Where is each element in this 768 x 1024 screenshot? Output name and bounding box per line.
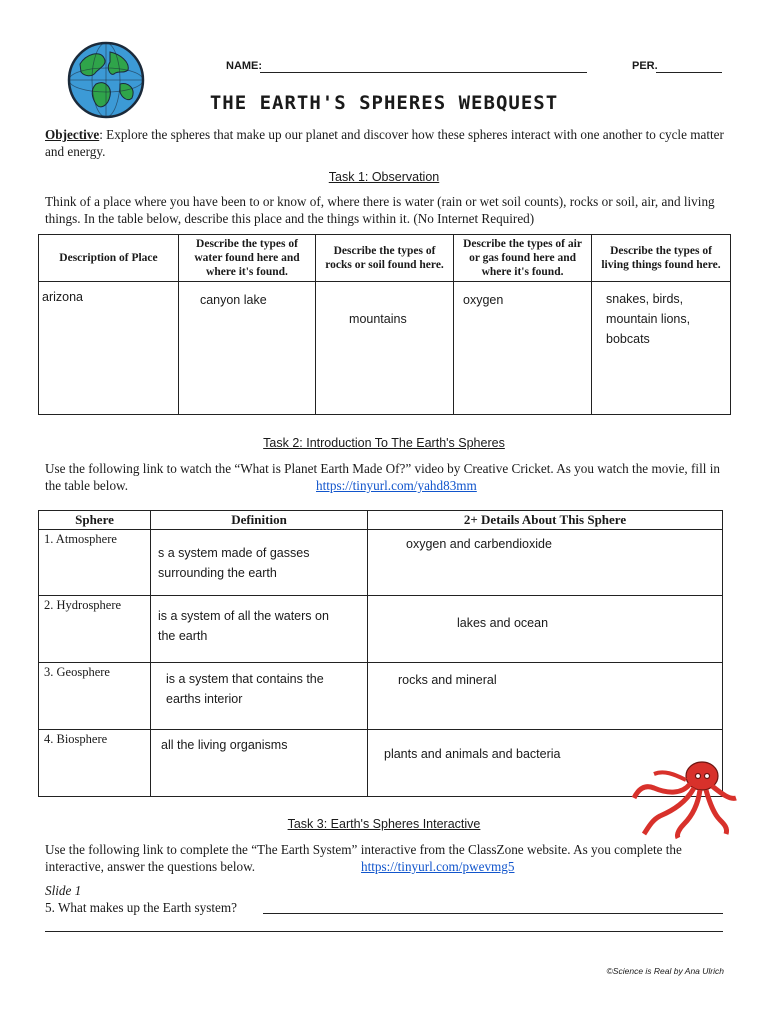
table-header: 2+ Details About This Sphere <box>368 511 723 530</box>
details-cell[interactable] <box>368 663 723 730</box>
definition-answer: is a system that contains the earths interior <box>166 672 324 706</box>
answer-living: snakes, birds, mountain lions, bobcats <box>606 292 691 346</box>
answer-line[interactable] <box>263 913 723 914</box>
table-header-row <box>39 235 731 282</box>
definition-answer: all the living organisms <box>161 738 288 752</box>
table-header: Describe the types of rocks or soil found here. <box>316 235 454 282</box>
definition-cell[interactable] <box>151 530 368 596</box>
observation-table <box>38 234 731 415</box>
details-cell[interactable] <box>368 530 723 596</box>
answer-water: canyon lake <box>199 293 267 307</box>
task2-instructions: Use the following link to watch the “What is Planet Earth Made Of?” video by Creative Cricket. As you watch the movie, fill in the table below. <box>45 461 720 493</box>
table-row <box>39 282 731 415</box>
definition-answer: s a system made of gasses surrounding the earth <box>158 546 310 580</box>
sphere-name: 1. Atmosphere <box>39 530 151 596</box>
task3-title: Task 3: Earth's Spheres Interactive <box>287 817 481 831</box>
answer-cell-rocks[interactable] <box>316 282 454 415</box>
definition-cell[interactable] <box>151 663 368 730</box>
question-5: 5. What makes up the Earth system? <box>45 900 238 915</box>
table-row <box>39 663 723 730</box>
table-header: Description of Place <box>39 235 179 282</box>
answer-cell-air[interactable] <box>454 282 592 415</box>
table-header: Sphere <box>39 511 151 530</box>
table-row <box>39 730 723 797</box>
details-answer: lakes and ocean <box>457 616 549 630</box>
definition-cell[interactable] <box>151 596 368 663</box>
definition-answer: is a system of all the waters on the earth <box>158 609 329 643</box>
table-header: Definition <box>151 511 368 530</box>
answer-cell-living[interactable] <box>592 282 731 415</box>
period-field[interactable] <box>656 72 722 73</box>
definition-cell[interactable] <box>151 730 368 797</box>
table-header: Describe the types of living things found here. <box>592 235 731 282</box>
details-answer: plants and animals and bacteria <box>384 747 561 761</box>
objective-text: : Explore the spheres that make up our planet and discover how these spheres interact with one another to cycle matter and energy. <box>45 127 724 159</box>
task2-title: Task 2: Introduction To The Earth's Spheres <box>263 436 505 450</box>
answer-line[interactable] <box>45 931 723 932</box>
table-row <box>39 530 723 596</box>
details-answer: oxygen and carbendioxide <box>406 537 552 551</box>
details-answer: rocks and mineral <box>398 673 497 687</box>
details-cell[interactable] <box>368 596 723 663</box>
sphere-name: 3. Geosphere <box>39 663 151 730</box>
page-title: THE EARTH'S SPHERES WEBQUEST <box>209 92 559 114</box>
table-row <box>39 596 723 663</box>
task2-video-link[interactable]: https://tinyurl.com/yahd83mm <box>316 478 477 493</box>
name-label: NAME: <box>226 60 263 72</box>
table-header: Describe the types of water found here and where it's found. <box>178 235 315 282</box>
name-field[interactable] <box>260 72 587 73</box>
sphere-name: 2. Hydrosphere <box>39 596 151 663</box>
task3-interactive-link[interactable]: https://tinyurl.com/pwevmg5 <box>361 859 515 874</box>
table-header-row <box>39 511 723 530</box>
answer-place: arizona <box>42 290 83 304</box>
task1-title: Task 1: Observation <box>328 170 440 184</box>
footer-credit: ©Science is Real by Ana Ulrich <box>606 966 724 976</box>
sphere-name: 4. Biosphere <box>39 730 151 797</box>
task1-instructions: Think of a place where you have been to or know of, where there is water (rain or wet soil counts), rocks or soil, air, and living things. In the table below, describe this place and the things within it. (No Internet Required) <box>45 194 715 226</box>
objective-label: Objective <box>45 127 100 142</box>
answer-cell-place[interactable] <box>39 282 179 415</box>
objective <box>45 126 735 160</box>
spheres-table <box>38 510 723 797</box>
task3-instructions: Use the following link to complete the “The Earth System” interactive from the ClassZone website. As you complete the interactive, answer the questions below. <box>45 842 682 874</box>
per-label: PER. <box>632 60 658 72</box>
slide-label: Slide 1 <box>45 883 82 898</box>
answer-air: oxygen <box>463 293 504 307</box>
table-header: Describe the types of air or gas found here and where it's found. <box>454 235 592 282</box>
answer-rocks: mountains <box>349 312 407 326</box>
answer-cell-water[interactable] <box>178 282 315 415</box>
